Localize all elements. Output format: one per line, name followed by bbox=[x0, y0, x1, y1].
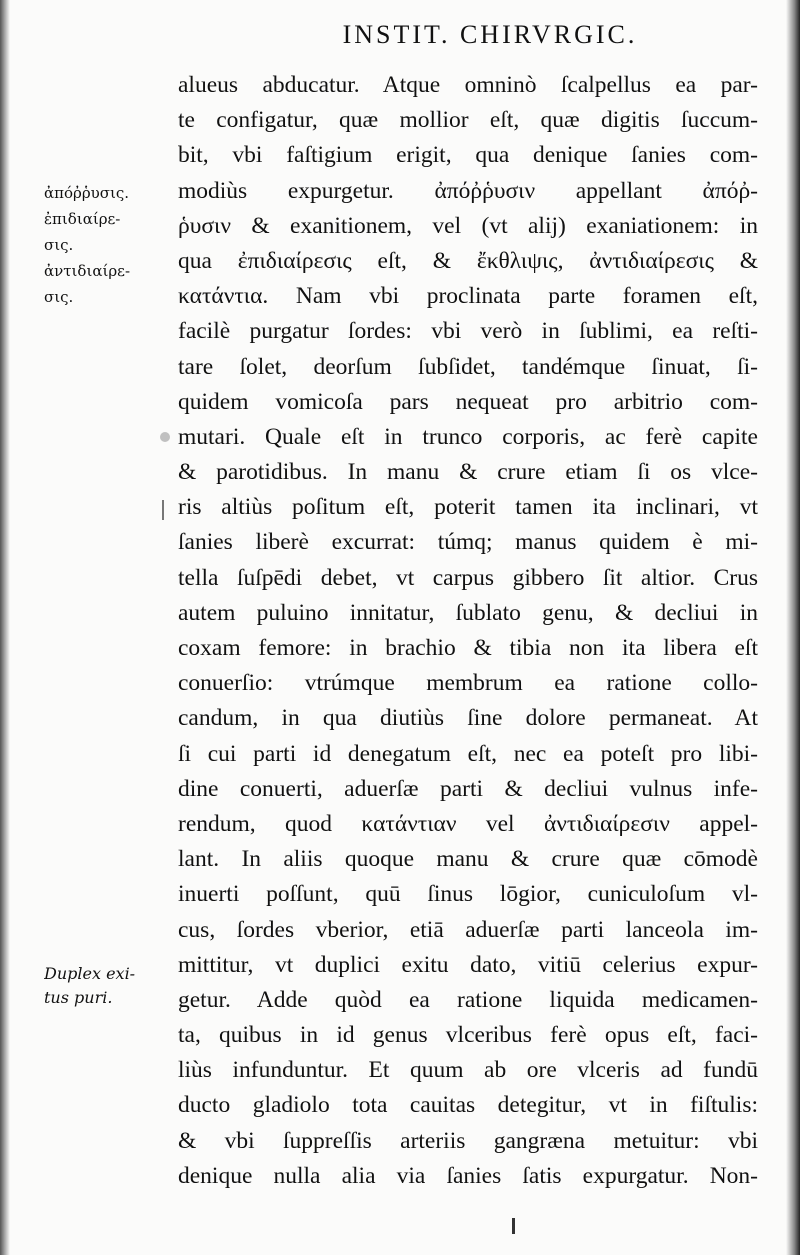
text-line: mutari. Quale eſt in trunco corporis, ac ferè capite bbox=[178, 423, 758, 450]
text-line: autem puluino innitatur, ſublato genu, & decliui in bbox=[178, 599, 758, 626]
marginal-note: σις. bbox=[44, 288, 74, 306]
text-line: facilè purgatur ſordes: vbi verò in ſublimi, ea reſti- bbox=[178, 318, 758, 345]
text-line: te configatur, quæ mollior eſt, quæ digitis ſuccum- bbox=[178, 107, 758, 134]
text-line: ſanies liberè excurrat: túmq; manus quidem è mi- bbox=[178, 529, 758, 556]
text-line: lant. In aliis quoque manu & crure quæ cōmodè bbox=[178, 846, 758, 873]
text-line: modiùs expurgetur. ἀπόῤῥυσιν appellant ἀπόῤ- bbox=[178, 177, 758, 204]
signature-mark bbox=[512, 1218, 515, 1234]
marginalia-latin bbox=[44, 962, 172, 1010]
text-line: qua ἐπιδιαίρεσις eſt, & ἔκθλιψις, ἀντιδιαίρεσις & bbox=[178, 247, 758, 274]
text-line: ris altiùs poſitum eſt, poterit tamen ita inclinari, vt bbox=[178, 494, 758, 521]
marginal-note: Duplex exi- bbox=[44, 964, 136, 983]
text-line: coxam femore: in brachio & tibia non ita libera eſt bbox=[178, 635, 758, 661]
text-line: cus, ſordes vberior, etiā aduerſæ parti lanceola im- bbox=[178, 916, 758, 943]
text-line: dine conuerti, aduerſæ parti & decliui vulnus infe- bbox=[178, 775, 758, 802]
text-line: & parotidibus. In manu & crure etiam ſi os vlce- bbox=[178, 459, 758, 486]
text-line: getur. Adde quòd ea ratione liquida medicamen- bbox=[178, 986, 758, 1013]
text-line: bit, vbi faſtigium erigit, qua denique ſanies com- bbox=[178, 142, 758, 169]
marginal-note: ἐπιδιαίρε- bbox=[44, 210, 121, 228]
text-line: ſi cui parti id denegatum eſt, nec ea poteſt pro libi- bbox=[178, 740, 758, 767]
margin-tick bbox=[162, 500, 164, 520]
text-line: ῥυσιν & exanitionem, vel (vt alij) exaniationem: in bbox=[178, 212, 758, 239]
text-line: κατάντια. Nam vbi proclinata parte foramen eſt, bbox=[178, 283, 758, 310]
binding-shadow-right bbox=[786, 0, 800, 1255]
ink-blot bbox=[160, 432, 170, 442]
marginal-note: tus puri. bbox=[44, 988, 113, 1007]
running-head: INSTIT. CHIRVRGIC. bbox=[342, 20, 638, 49]
text-line: tella ſuſpēdi debet, vt carpus gibbero ſit altior. Crus bbox=[178, 564, 758, 591]
text-line: tare ſolet, deorſum ſubſidet, tandémque ſinuat, ſi- bbox=[178, 353, 758, 380]
text-line: ta, quibus in id genus vlceribus ferè opus eſt, faci- bbox=[178, 1022, 758, 1049]
text-line: candum, in qua diutiùs ſine dolore permaneat. At bbox=[178, 705, 758, 732]
text-line: quidem vomicoſa pars nequeat pro arbitrio com- bbox=[178, 388, 758, 415]
marginalia-greek bbox=[44, 180, 172, 310]
marginal-note: ἀπόῤῥυσις. bbox=[44, 184, 130, 202]
text-line: denique nulla alia via ſanies ſatis expurgatur. Non- bbox=[178, 1162, 758, 1189]
text-line: ducto gladiolo tota cauitas detegitur, vt in fiſtulis: bbox=[178, 1092, 758, 1119]
body-text bbox=[178, 68, 758, 1194]
marginal-note: σις. bbox=[44, 236, 74, 254]
text-line: mittitur, vt duplici exitu dato, vitiū celerius expur- bbox=[178, 951, 758, 978]
text-line: rendum, quod κατάντιαν vel ἀντιδιαίρεσιν appel- bbox=[178, 810, 758, 837]
text-line: liùs infunduntur. Et quum ab ore vlceris ad fundū bbox=[178, 1057, 758, 1084]
text-line: alueus abducatur. Atque omninò ſcalpellus ea par- bbox=[178, 72, 758, 98]
text-line: conuerſio: vtrúmque membrum ea ratione collo- bbox=[178, 670, 758, 697]
binding-shadow-left bbox=[0, 0, 10, 1255]
text-line: inuerti poſſunt, quū ſinus lōgior, cuniculoſum vl- bbox=[178, 881, 758, 908]
text-line: & vbi ſuppreſſis arteriis gangræna metuitur: vbi bbox=[178, 1127, 758, 1154]
marginal-note: ἀντιδιαίρε- bbox=[44, 262, 131, 280]
